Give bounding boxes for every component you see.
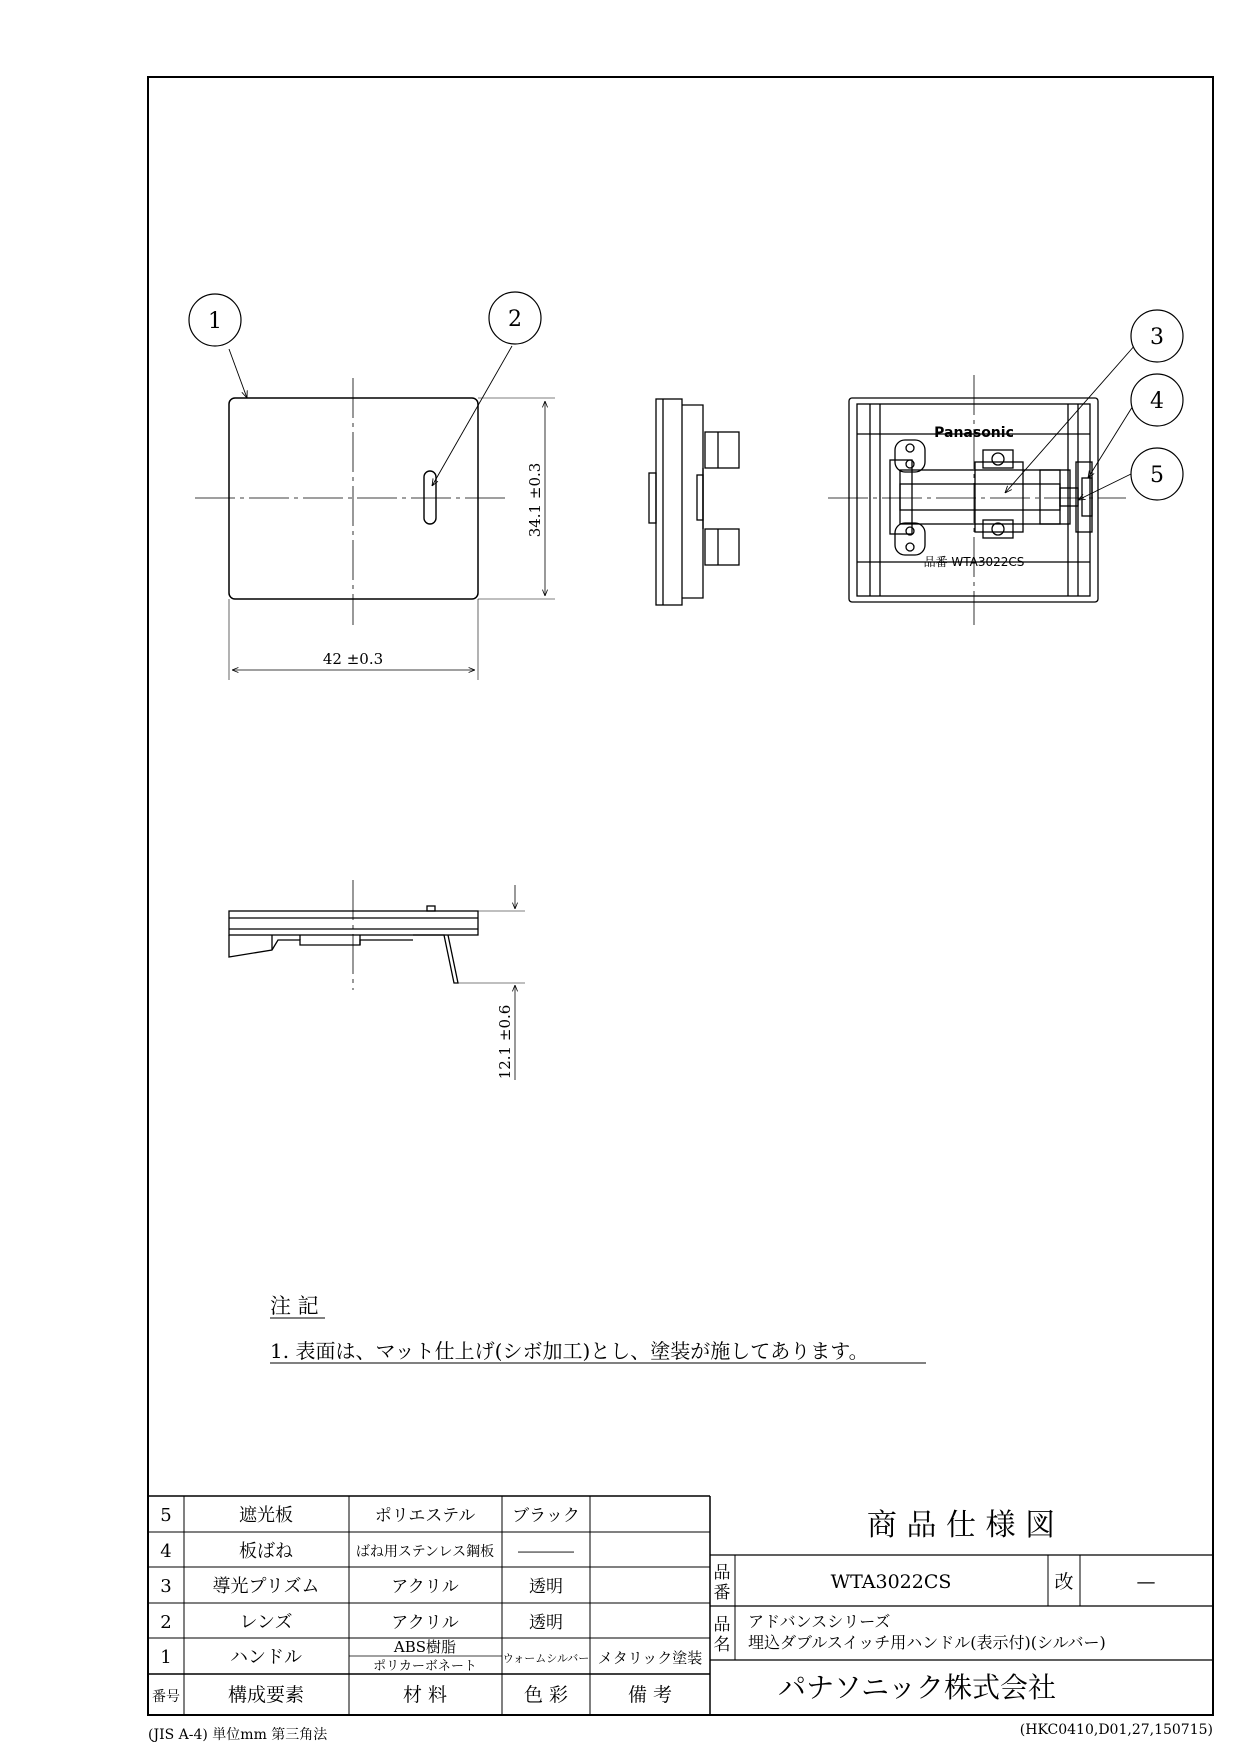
svg-text:ポリカーボネート: ポリカーボネート: [373, 1659, 477, 1674]
svg-text:板ばね: 板ばね: [239, 1541, 293, 1562]
lens-window: [424, 471, 436, 524]
footer-left: (JIS A-4) 単位mm 第三角法: [148, 1727, 328, 1743]
brand-logo: Panasonic: [934, 425, 1014, 441]
drawing-frame: [148, 77, 1213, 1715]
callout-3: [1131, 310, 1183, 362]
svg-text:透明: 透明: [529, 1613, 563, 1633]
svg-text:導光プリズム: 導光プリズム: [212, 1576, 320, 1597]
header-no: 番号: [152, 1689, 180, 1705]
bottom-view: [229, 880, 525, 1080]
svg-text:4: 4: [1150, 389, 1164, 414]
header-color: 色 彩: [523, 1684, 569, 1706]
svg-text:3: 3: [1150, 325, 1164, 350]
company-name: パナソニック株式会社: [777, 1671, 1057, 1704]
product-series: アドバンスシリーズ: [748, 1612, 891, 1631]
svg-text:――――: ――――: [518, 1544, 574, 1560]
handle-outline: [229, 398, 478, 599]
svg-text:遮光板: 遮光板: [239, 1505, 293, 1526]
notes-heading: 注 記: [270, 1294, 319, 1318]
svg-text:ハンドル: ハンドル: [230, 1647, 302, 1668]
svg-text:透明: 透明: [529, 1577, 563, 1597]
table-row: 2: [160, 1612, 172, 1633]
revision-value: —: [1136, 1571, 1156, 1593]
side-view: [649, 399, 739, 605]
callout-1: [189, 294, 241, 346]
svg-text:2: 2: [508, 307, 522, 332]
dim-width-label: 42 ±0.3: [322, 650, 384, 668]
svg-text:レンズ: レンズ: [239, 1612, 293, 1633]
footer-right: (HKC0410,D01,27,150715): [1019, 1722, 1213, 1738]
svg-text:ばね用ステンレス鋼板: ばね用ステンレス鋼板: [355, 1544, 495, 1560]
parts-table: [148, 1496, 710, 1715]
svg-text:名: 名: [713, 1635, 731, 1655]
svg-text:品: 品: [713, 1615, 731, 1635]
svg-text:ブラック: ブラック: [512, 1506, 580, 1526]
drawing-title: 商 品 仕 様 図: [866, 1508, 1056, 1543]
header-remarks: 備 考: [627, 1684, 673, 1706]
front-view: [195, 346, 555, 680]
product-name: 埋込ダブルスイッチ用ハンドル(表示付)(シルバー): [748, 1633, 1106, 1652]
svg-text:品: 品: [713, 1563, 731, 1583]
table-row: 5: [160, 1505, 172, 1526]
header-component: 構成要素: [227, 1684, 305, 1706]
svg-text:アクリル: アクリル: [391, 1577, 459, 1597]
svg-text:アクリル: アクリル: [391, 1613, 459, 1633]
rear-view: [828, 344, 1136, 625]
dim-depth-label: 12.1 ±0.6: [496, 1004, 514, 1080]
callout-5: [1131, 448, 1183, 500]
part-number: WTA3022CS: [830, 1571, 952, 1593]
svg-text:改: 改: [1054, 1571, 1074, 1593]
svg-text:1: 1: [208, 309, 222, 334]
svg-text:ポリエステル: ポリエステル: [374, 1506, 476, 1526]
svg-text:ABS樹脂: ABS樹脂: [393, 1638, 457, 1656]
table-row: 4: [160, 1541, 172, 1562]
header-material: 材 料: [402, 1684, 448, 1706]
notes-block: [270, 1294, 926, 1363]
svg-text:5: 5: [1150, 463, 1164, 488]
parts-table-text: [152, 1505, 702, 1706]
callout-4: [1131, 374, 1183, 426]
svg-text:番: 番: [713, 1583, 731, 1603]
svg-text:ウォームシルバー: ウォームシルバー: [502, 1652, 590, 1665]
part-marking: 品番 WTA3022CS: [923, 555, 1025, 569]
dim-height-label: 34.1 ±0.3: [526, 462, 544, 538]
svg-text:メタリック塗装: メタリック塗装: [597, 1649, 703, 1667]
table-row: 3: [160, 1576, 172, 1597]
table-row: 1: [160, 1647, 172, 1668]
note-item: 1. 表面は、マット仕上げ(シボ加工)とし、塗装が施してあります。: [270, 1339, 869, 1363]
callout-2: [489, 292, 541, 344]
